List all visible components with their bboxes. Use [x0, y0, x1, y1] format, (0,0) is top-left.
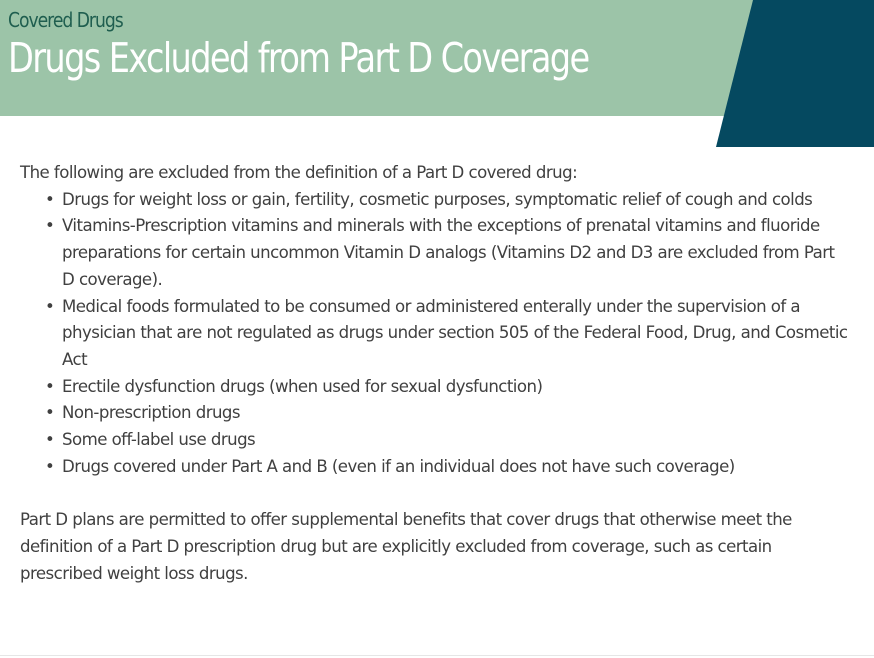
bullet-icon: • — [45, 430, 55, 450]
accent-parallelogram — [716, 0, 874, 147]
bottom-divider — [0, 655, 874, 656]
closing-paragraph: Part D plans are permitted to offer supplemental benefits that cover drugs that otherwise meet the definition of a Part D prescription drug but are explicitly excluded from coverage, such as certain prescribed weight loss drugs. — [20, 510, 792, 583]
list-item-text: Drugs covered under Part A and B (even if an individual does not have such coverage) — [62, 456, 735, 476]
bullet-icon: • — [45, 376, 55, 396]
list-item — [45, 374, 850, 401]
list-item — [45, 294, 850, 374]
main-content — [20, 160, 850, 588]
section-subtitle: Covered Drugs — [8, 8, 123, 32]
list-item-text: Vitamins-Prescription vitamins and minerals with the exceptions of prenatal vitamins and fluoride preparations for certain uncommon Vitamin D analogs (Vitamins D2 and D3 are excluded from Part D coverage). — [62, 216, 835, 289]
bullet-icon: • — [45, 216, 55, 236]
intro-text: The following are excluded from the definition of a Part D covered drug: — [20, 163, 578, 182]
list-item-text: Some off-label use drugs — [62, 430, 256, 450]
bullet-icon: • — [45, 189, 55, 209]
bullet-icon: • — [45, 403, 55, 423]
exclusion-list — [20, 187, 850, 481]
list-item — [45, 454, 850, 481]
list-item-text: Erectile dysfunction drugs (when used for sexual dysfunction) — [62, 376, 543, 396]
bullet-icon: • — [45, 456, 55, 476]
list-item — [45, 213, 850, 293]
list-item — [45, 187, 850, 214]
list-item-text: Medical foods formulated to be consumed or administered enterally under the supervision of a physician that are not regulated as drugs under section 505 of the Federal Food, Drug, and Cosmetic Act — [62, 296, 848, 369]
page-title: Drugs Excluded from Part D Coverage — [8, 34, 589, 82]
list-item — [45, 427, 850, 454]
list-item-text: Non-prescription drugs — [62, 403, 241, 423]
list-item-text: Drugs for weight loss or gain, fertility, cosmetic purposes, symptomatic relief of cough and colds — [62, 189, 813, 209]
bullet-icon: • — [45, 296, 55, 316]
list-item — [45, 400, 850, 427]
